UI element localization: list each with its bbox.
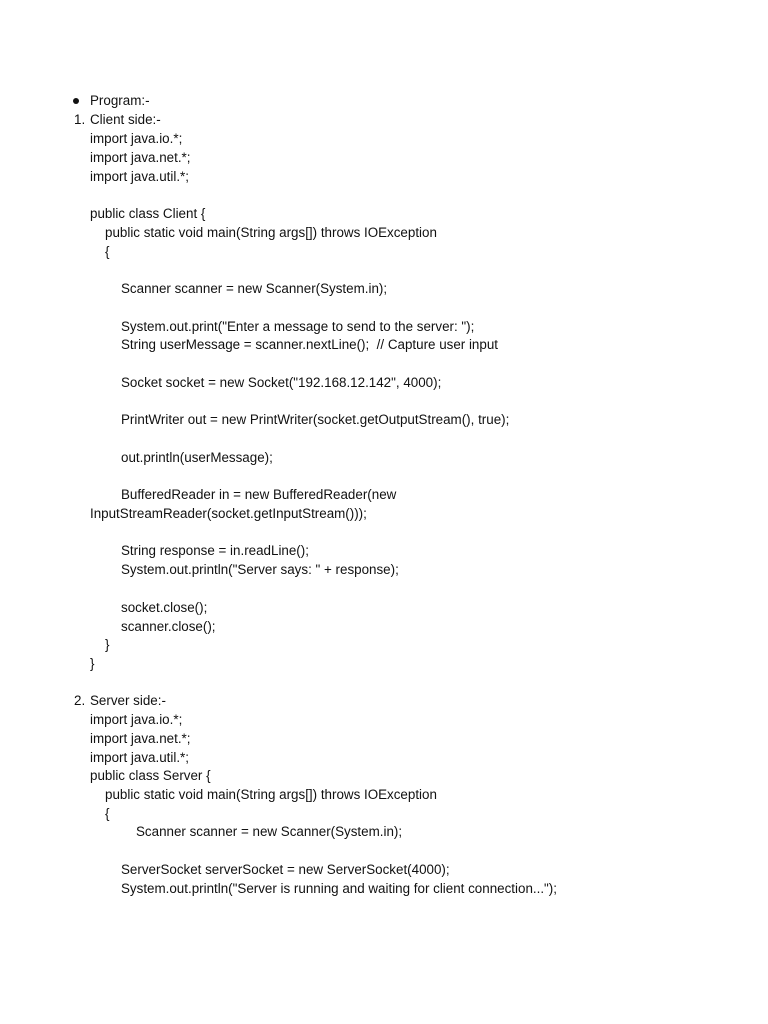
- client-code-line: String userMessage = scanner.nextLine(); // Capture user input: [121, 337, 498, 352]
- client-code-line: public class Client {: [90, 206, 206, 221]
- client-code-line: }: [105, 637, 110, 652]
- server-list-number: 2.: [74, 693, 86, 708]
- client-code-line: public static void main(String args[]) throws IOException: [105, 225, 437, 240]
- server-code-line: public class Server {: [90, 768, 211, 783]
- client-code-line: out.println(userMessage);: [121, 450, 273, 465]
- client-code-line: Scanner scanner = new Scanner(System.in);: [121, 281, 388, 296]
- server-code-line: import java.net.*;: [90, 731, 191, 746]
- client-code-line: Socket socket = new Socket("192.168.12.142", 4000);: [121, 375, 442, 390]
- server-code-line: import java.io.*;: [90, 712, 183, 727]
- client-code-line: System.out.println("Server says: " + response);: [121, 562, 399, 577]
- client-code-line: PrintWriter out = new PrintWriter(socket.getOutputStream(), true);: [121, 412, 510, 427]
- server-code-line: import java.util.*;: [90, 750, 189, 765]
- client-code-line: System.out.print("Enter a message to send to the server: ");: [121, 319, 475, 334]
- server-code-line: public static void main(String args[]) throws IOException: [105, 787, 437, 802]
- server-heading: Server side:-: [90, 693, 166, 708]
- client-code-line: InputStreamReader(socket.getInputStream()));: [90, 506, 367, 521]
- server-code-line: Scanner scanner = new Scanner(System.in);: [136, 824, 403, 839]
- client-code-line: import java.io.*;: [90, 131, 183, 146]
- client-code-line: socket.close();: [121, 600, 208, 615]
- client-code-line: import java.net.*;: [90, 150, 191, 165]
- server-code-line: {: [105, 806, 110, 821]
- server-code-line: ServerSocket serverSocket = new ServerSocket(4000);: [121, 862, 450, 877]
- client-code-line: String response = in.readLine();: [121, 543, 309, 558]
- client-code-line: BufferedReader in = new BufferedReader(new: [121, 487, 397, 502]
- client-code-line: import java.util.*;: [90, 169, 189, 184]
- bullet-icon: [73, 98, 79, 104]
- program-heading: Program:-: [90, 93, 150, 108]
- client-heading: Client side:-: [90, 112, 161, 127]
- client-code-line: }: [90, 656, 95, 671]
- client-list-number: 1.: [74, 112, 86, 127]
- client-code-line: scanner.close();: [121, 619, 216, 634]
- server-code-line: System.out.println("Server is running and waiting for client connection...");: [121, 881, 557, 896]
- client-code-line: {: [105, 244, 110, 259]
